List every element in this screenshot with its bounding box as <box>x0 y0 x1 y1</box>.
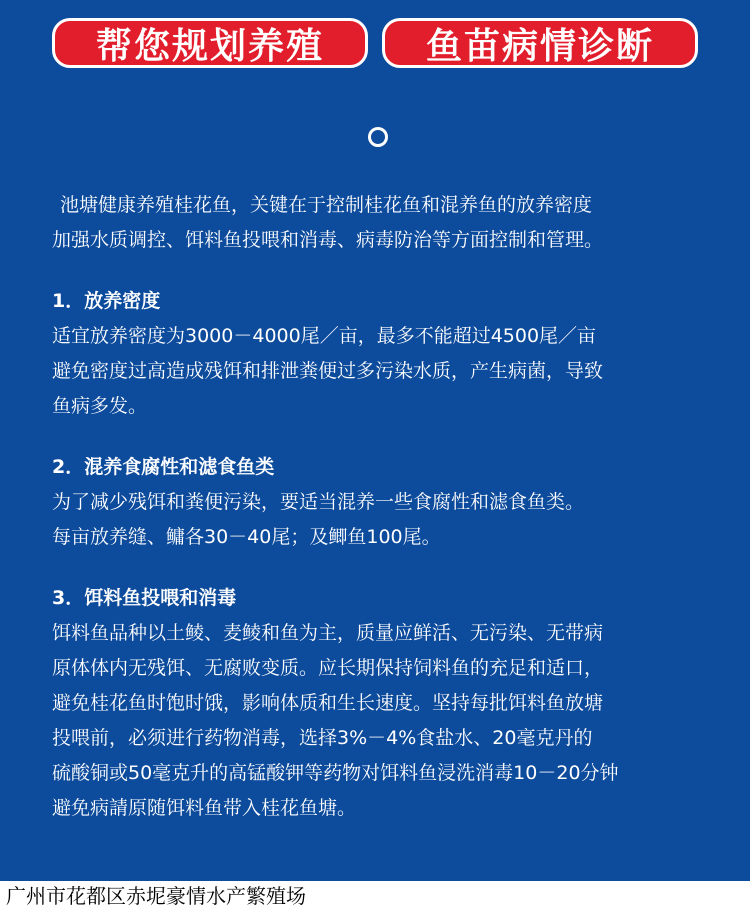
section-line: 鱼病多发。 <box>52 395 148 417</box>
banner-planning: 帮您规划养殖 <box>52 18 368 68</box>
section-line: 为了减少残饵和粪便污染，要适当混养一些食腐性和滤食鱼类。 <box>52 491 585 513</box>
section-line: 投喂前，必须进行药物消毒，选择3%－4%食盐水、20毫克丹的 <box>52 727 593 749</box>
section-line: 避免桂花鱼时饱时饿，影响体质和生长速度。坚持每批饵料鱼放塘 <box>52 692 604 714</box>
section-line: 原体体内无残饵、无腐败变质。应长期保持饲料鱼的充足和适口， <box>52 657 604 679</box>
section-line: 硫酸铜或50毫克升的高锰酸钾等药物对饵料鱼浸洗消毒10－20分钟 <box>52 762 619 784</box>
section-line: 适宜放养密度为3000－4000尾／亩，最多不能超过4500尾／亩 <box>52 325 597 347</box>
section-line: 饵料鱼品种以土鲮、麦鲮和鱼为主，质量应鲜活、无污染、无带病 <box>52 622 604 644</box>
footer-company: 广州市花都区赤坭豪情水产繁殖场 <box>0 881 750 911</box>
section-feeding <box>52 581 712 826</box>
section-line: 避免密度过高造成残饵和排泄粪便过多污染水质，产生病菌，导致 <box>52 360 604 382</box>
section-heading: 1．放养密度 <box>52 290 161 312</box>
section-polyculture <box>52 450 712 555</box>
intro-line: 池塘健康养殖桂花鱼，关键在于控制桂花鱼和混养鱼的放养密度 <box>60 194 593 216</box>
circle-icon <box>368 127 388 147</box>
banner-row <box>0 18 750 68</box>
section-heading: 2．混养食腐性和滤食鱼类 <box>52 456 275 478</box>
article-body <box>52 188 712 826</box>
banner-diagnosis: 鱼苗病情诊断 <box>382 18 698 68</box>
section-stocking-density <box>52 284 712 424</box>
section-heading: 3．饵料鱼投喂和消毒 <box>52 587 237 609</box>
section-line: 每亩放养缝、鳙各30－40尾；及鲫鱼100尾。 <box>52 526 441 548</box>
section-line: 避免病請原随饵料鱼带入桂花鱼塘。 <box>52 797 357 819</box>
intro-line: 加强水质调控、饵料鱼投喂和消毒、病毒防治等方面控制和管理。 <box>52 229 604 251</box>
